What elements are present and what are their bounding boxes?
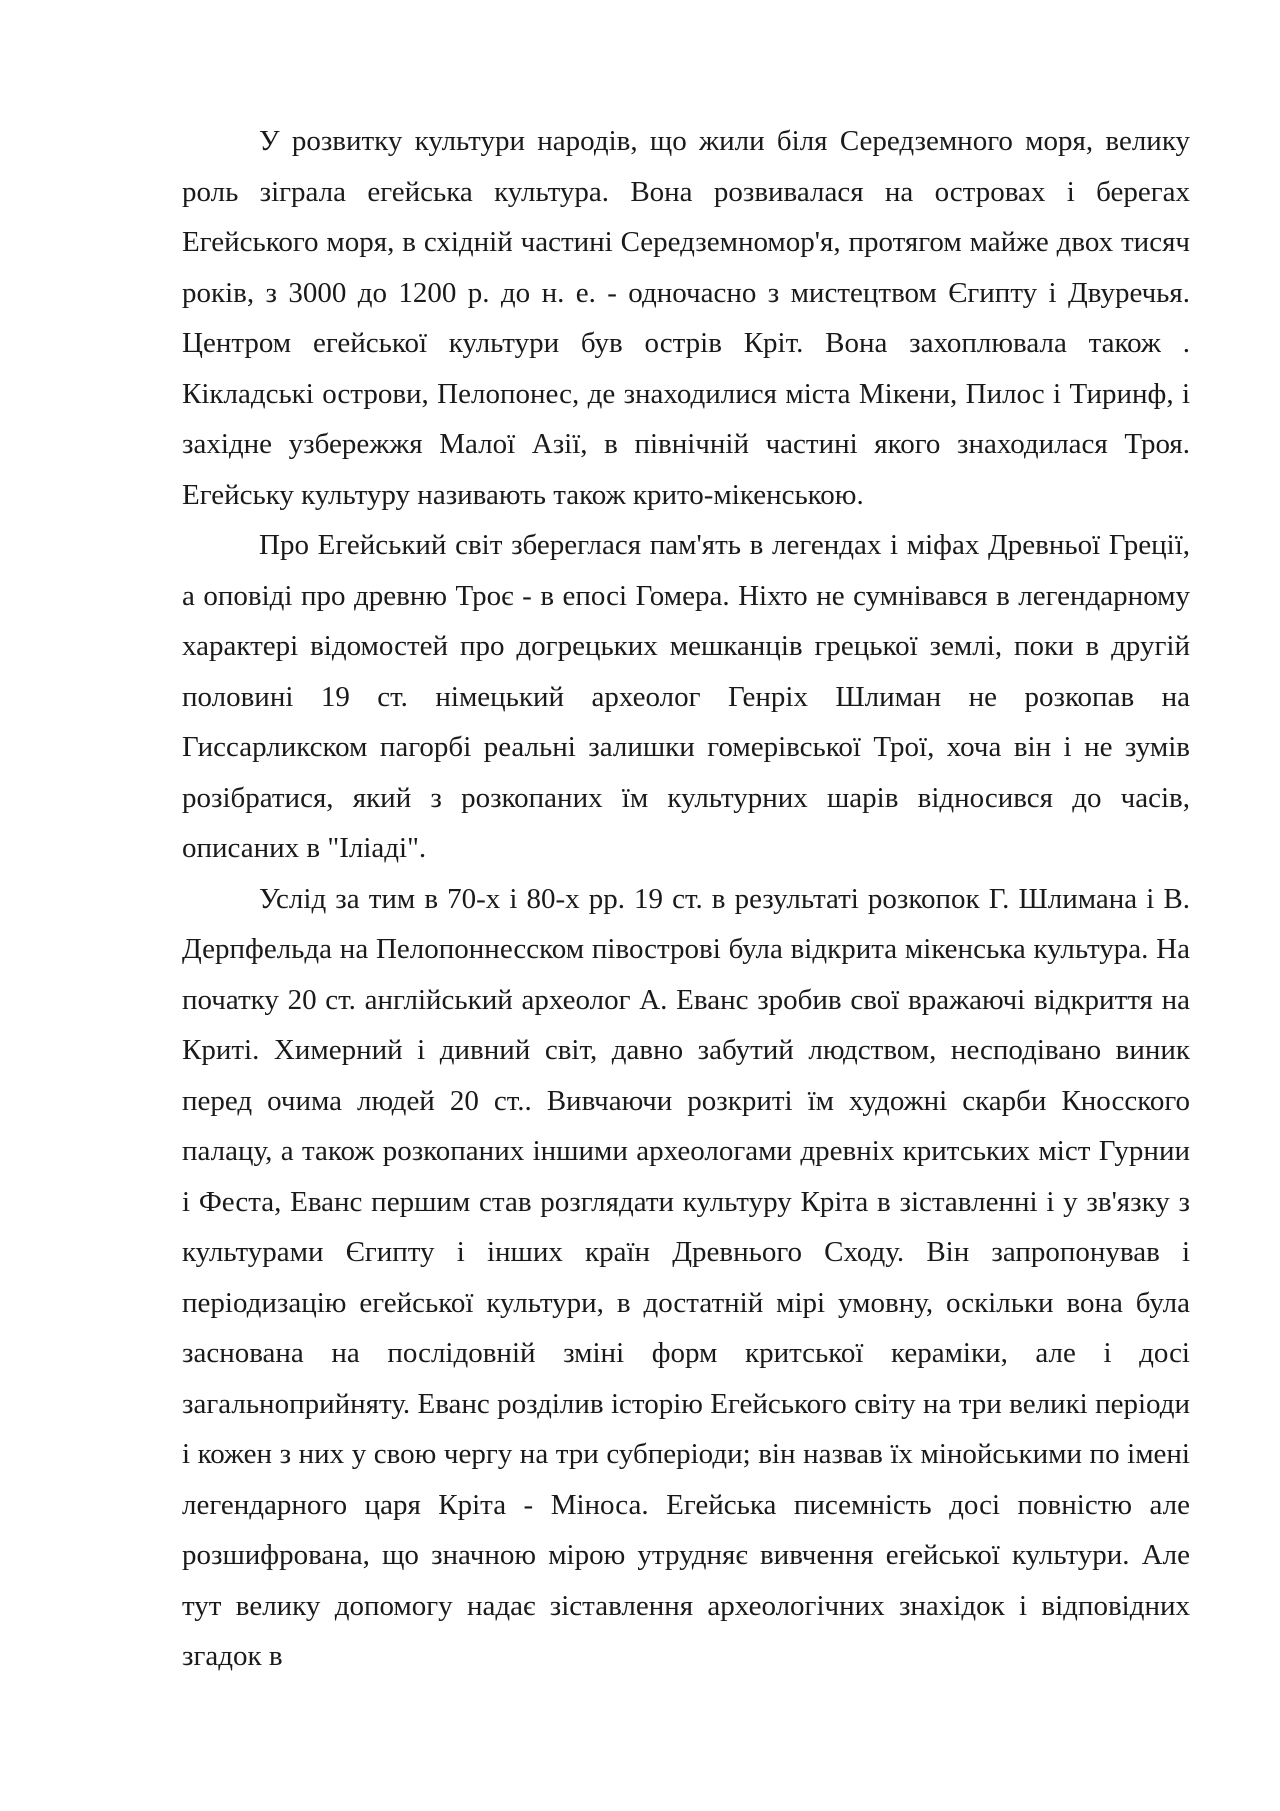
paragraph-evans-discoveries: Услід за тим в 70-х і 80-х рр. 19 ст. в результаті розкопок Г. Шлимана і В. Дерпфельда на Пелопоннесском півострові була відкрита мікенська культура. На початку 20 ст. англійський археолог А. Еванс зробив свої вражаючі відкриття на Криті. Химерний і дивний світ, давно забутий людством, несподівано виник перед очима людей 20 ст.. Вивчаючи розкриті їм художні скарби Кносского палацу, а також розкопаних іншими археологами древніх критських міст Гурнии і Феста, Еванс першим став розглядати культуру Кріта в зіставленні і у зв'язку з культурами Єгипту і інших країн Древнього Сходу. Він запропонував і періодизацію егейської культури, в достатній мірі умовну, оскільки вона була заснована на послідовній зміні форм критської кераміки, але і досі загальноприйняту. Еванс розділив історію Егейського світу на три великі періоди і кожен з них у свою чергу на три субперіоди; він назвав їх мінойськими по імені легендарного царя Кріта - Міноса. Егейська писемність досі повністю але розшифрована, що значною мірою утрудняє вивчення егейської культури. Але тут велику допомогу надає зіставлення археологічних знахідок і відповідних згадок в xyxy=(182,882,1190,1672)
body-text xyxy=(182,116,1190,1682)
paragraph-legends-and-schliemann: Про Егейський світ збереглася пам'ять в легендах і міфах Древньої Греції, а оповіді про древню Троє - в епосі Гомера. Ніхто не сумнівався в легендарному характері відомостей про догрецьких мешканців грецької землі, поки в другій половині 19 ст. німецький археолог Генріх Шлиман не розкопав на Гиссарликском пагорбі реальні залишки гомерівської Трої, хоча він і не зумів розібратися, який з розкопаних їм культурних шарів відносився до часів, описаних в "Іліаді". xyxy=(182,529,1190,864)
paragraph-aegean-culture: У розвитку культури народів, що жили біля Середземного моря, велику роль зіграла егейська культура. Вона розвивалася на островах і берегах Егейського моря, в східній частині Середземномор'я, протягом майже двох тисяч років, з 3000 до 1200 р. до н. е. - одночасно з мистецтвом Єгипту і Двуречья. Центром егейської культури був острів Кріт. Вона захоплювала також . Кікладські острови, Пелопонес, де знаходилися міста Мікени, Пилос і Тиринф, і західне узбережжя Малої Азії, в північній частині якого знаходилася Троя. Егейську культуру називають також крито-мікенською. xyxy=(182,125,1190,511)
